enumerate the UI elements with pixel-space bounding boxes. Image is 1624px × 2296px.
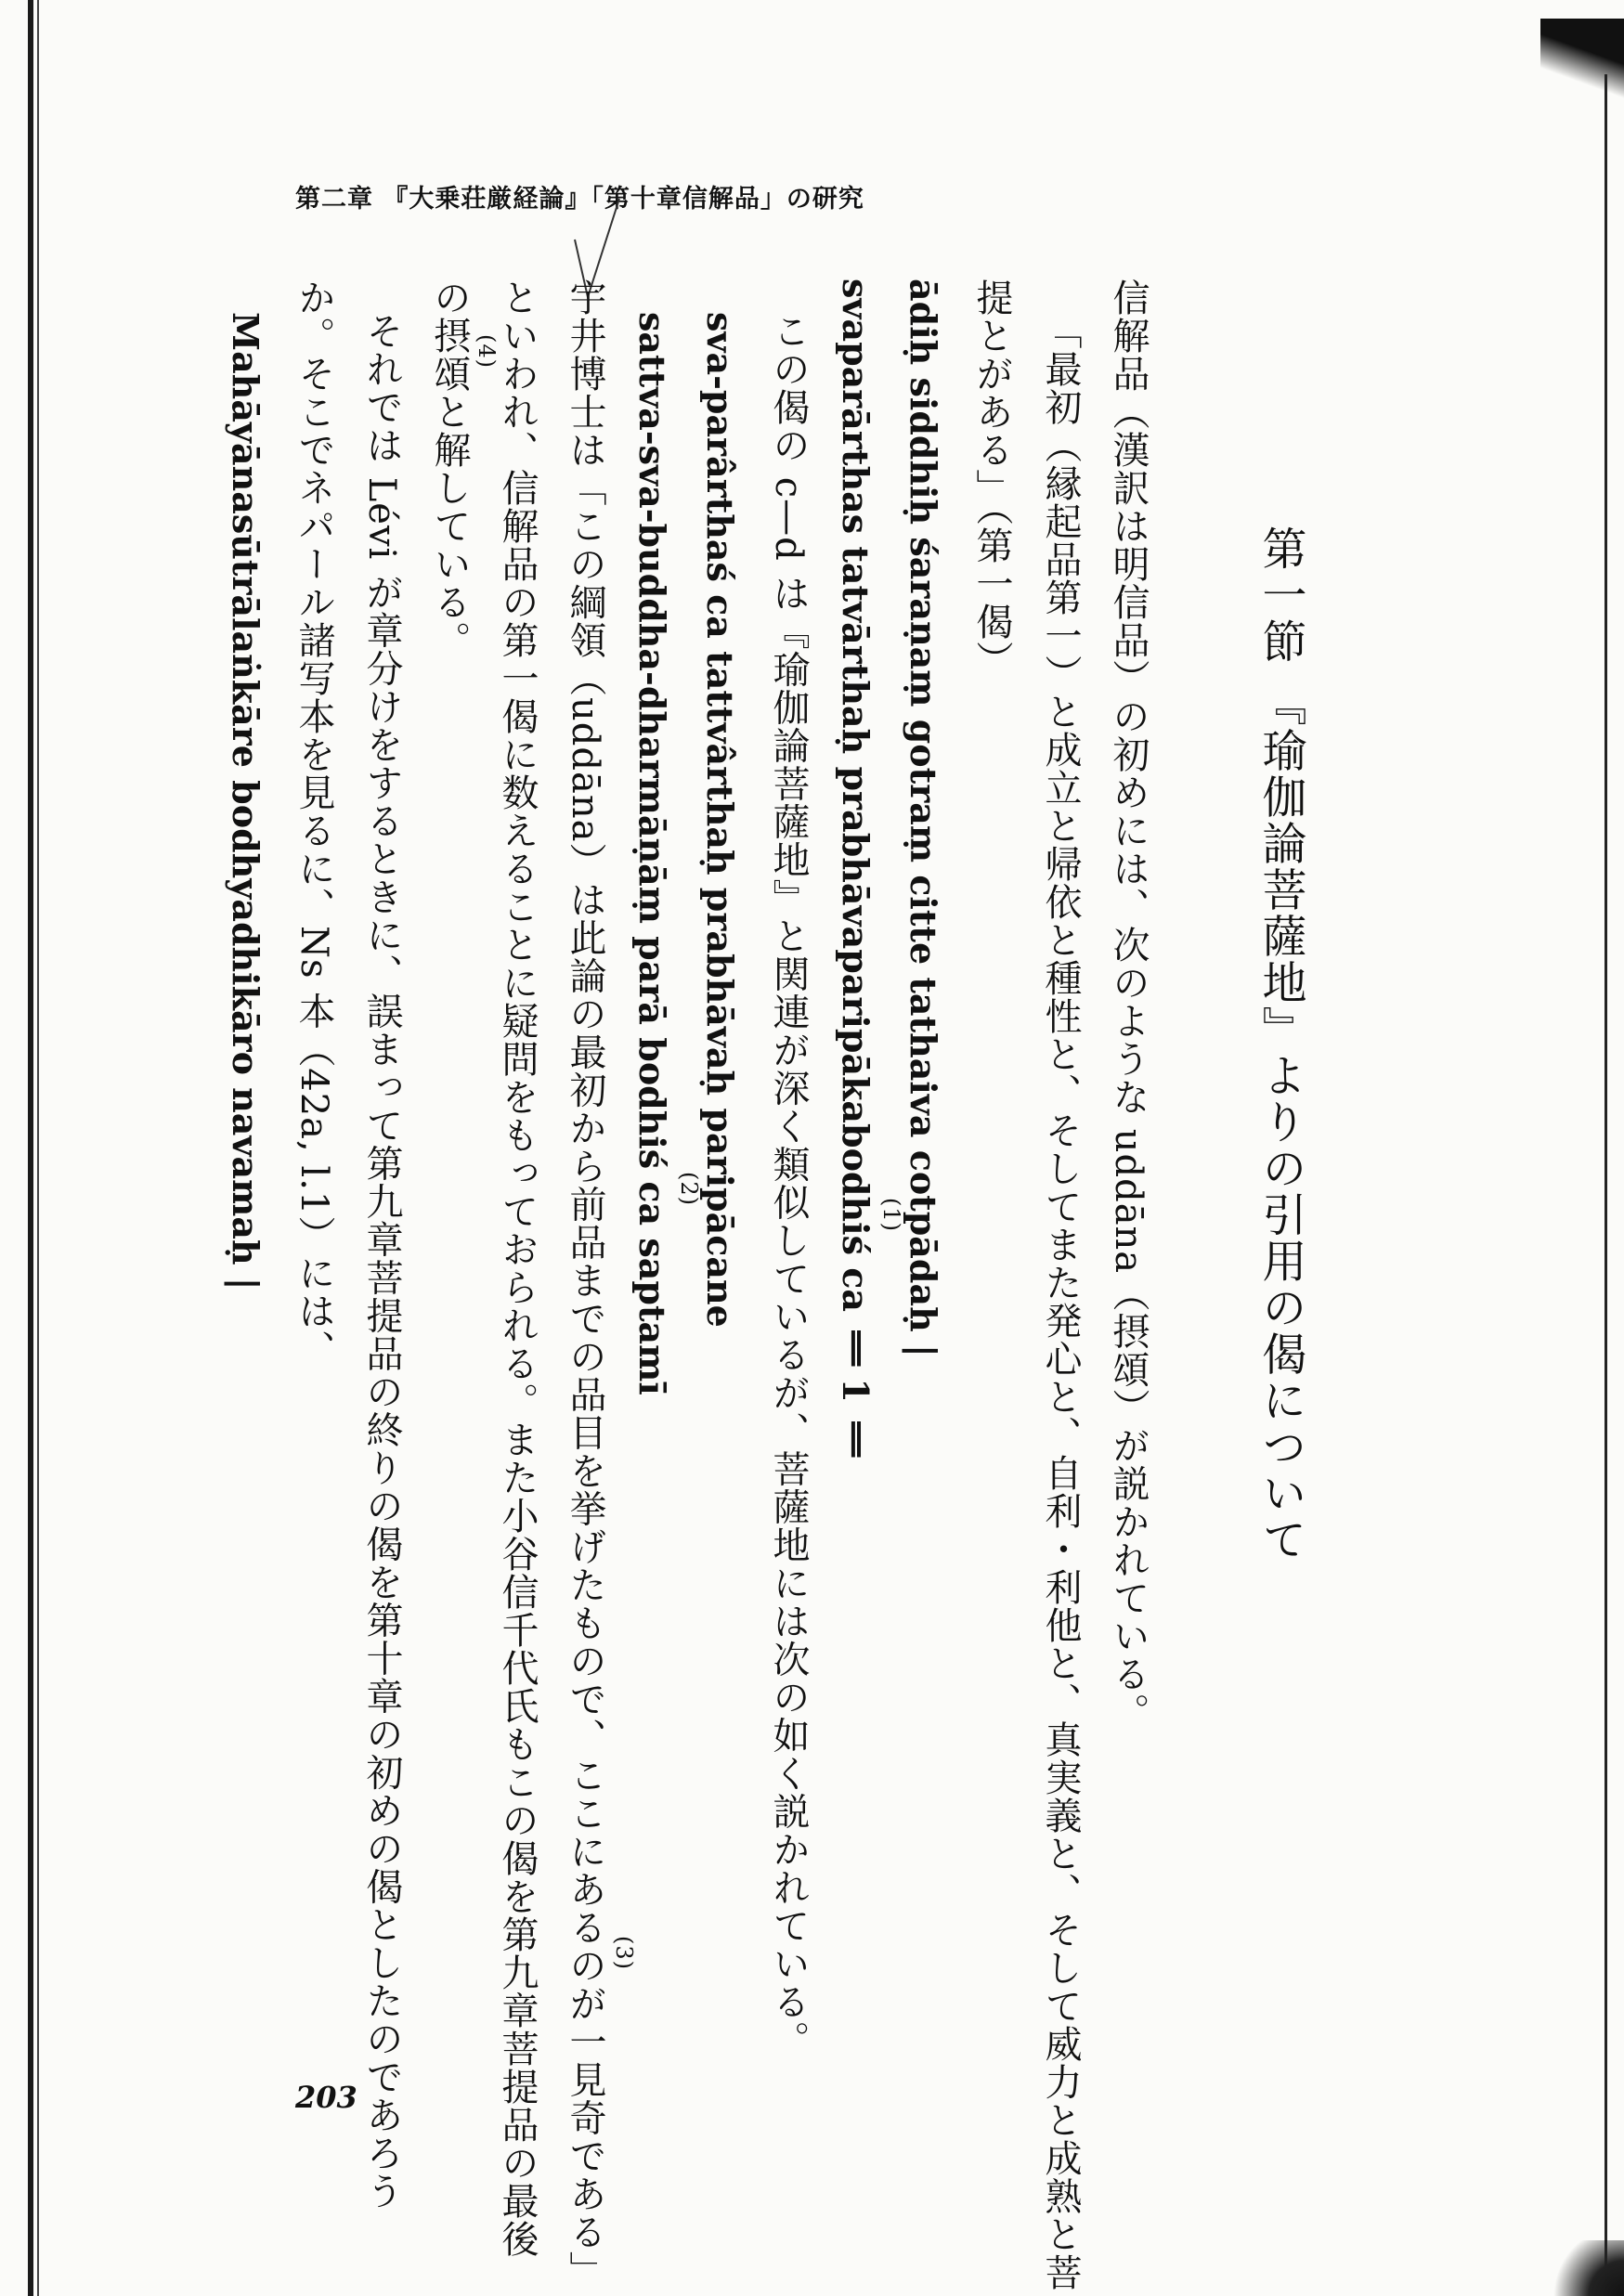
text-column-9: 宇井博士は「この綱領（uddāna）は此論の最初から前品までの品目を挙げたもので、ここにあるのが一見奇である」	[564, 279, 606, 2290]
scan-edge-right	[1605, 74, 1607, 2284]
scan-shadow-top-right	[1540, 19, 1624, 102]
text-column-11: の摂頌と解している。	[428, 279, 471, 659]
section-title: 第一節 『瑜伽論菩薩地』よりの引用の偈について	[1254, 525, 1306, 1563]
binding-edge	[28, 0, 33, 2296]
sanskrit-verse-line-2: svaparārthas tatvārthaḥ prabhāvaparipākabodhiś ca ‖ 1 ‖	[835, 279, 877, 1458]
footnote-marker-4: (4)	[474, 334, 500, 369]
footnote-marker-1: (1)	[878, 1198, 904, 1232]
text-column-13: か。そこでネパール諸写本を見るに、Ns 本（42a, l.1）には、	[292, 279, 335, 1369]
bodhisattvabhumi-verse-line-1: sva-parârthaś ca tattvârthaḥ prabhāvaḥ paripācane	[699, 312, 741, 1328]
footnote-marker-2: (2)	[676, 1172, 702, 1206]
text-column-6: この偈の c—d は『瑜伽論菩薩地』と関連が深く類似しているが、菩薩地には次の如く説かれている。	[767, 312, 810, 2059]
running-head: 第二章 『大乗荘厳経論』「第十章信解品」の研究	[295, 185, 864, 214]
text-column-3: 提とがある」（第一偈）	[970, 279, 1013, 679]
binding-edge-inner	[37, 0, 39, 2296]
text-column-1: 信解品（漢訳は明信品）の初めには、次のような uddāna（摂頌）が説かれている。	[1107, 279, 1150, 1732]
footnote-marker-3: (3)	[611, 1936, 637, 1970]
page-number: 203	[295, 2080, 357, 2115]
text-column-10: といわれ、信解品の第一偈に数えることに疑問をもっておられる。また小谷信千代氏もこの偈を第九章菩提品の最後	[496, 279, 539, 2258]
scan-shadow-bottom-right	[1540, 2240, 1624, 2296]
bodhisattvabhumi-verse-line-2: sattva-sva-buddha-dharmāṇāṃ parā bodhiś ca saptamī	[631, 312, 673, 1395]
text-column-12: それでは Lévi が章分けをするときに、誤まって第九章菩提品の終りの偈を第十章の初めの偈としたのであろう	[360, 312, 403, 2211]
sanskrit-verse-line-1: ādiḥ siddhiḥ śaraṇaṃ gotraṃ citte tathaiva cotpādaḥ |	[903, 279, 944, 1357]
text-column-2: 「最初（縁起品第一）と成立と帰依と種性と、そしてまた発心と、自利・利他と、真実義と、そして威力と成熟と菩	[1039, 312, 1082, 2291]
colophon-line: Mahāyānasūtrālaṅkāre bodhyadhikāro navamaḥ |	[225, 312, 266, 1291]
